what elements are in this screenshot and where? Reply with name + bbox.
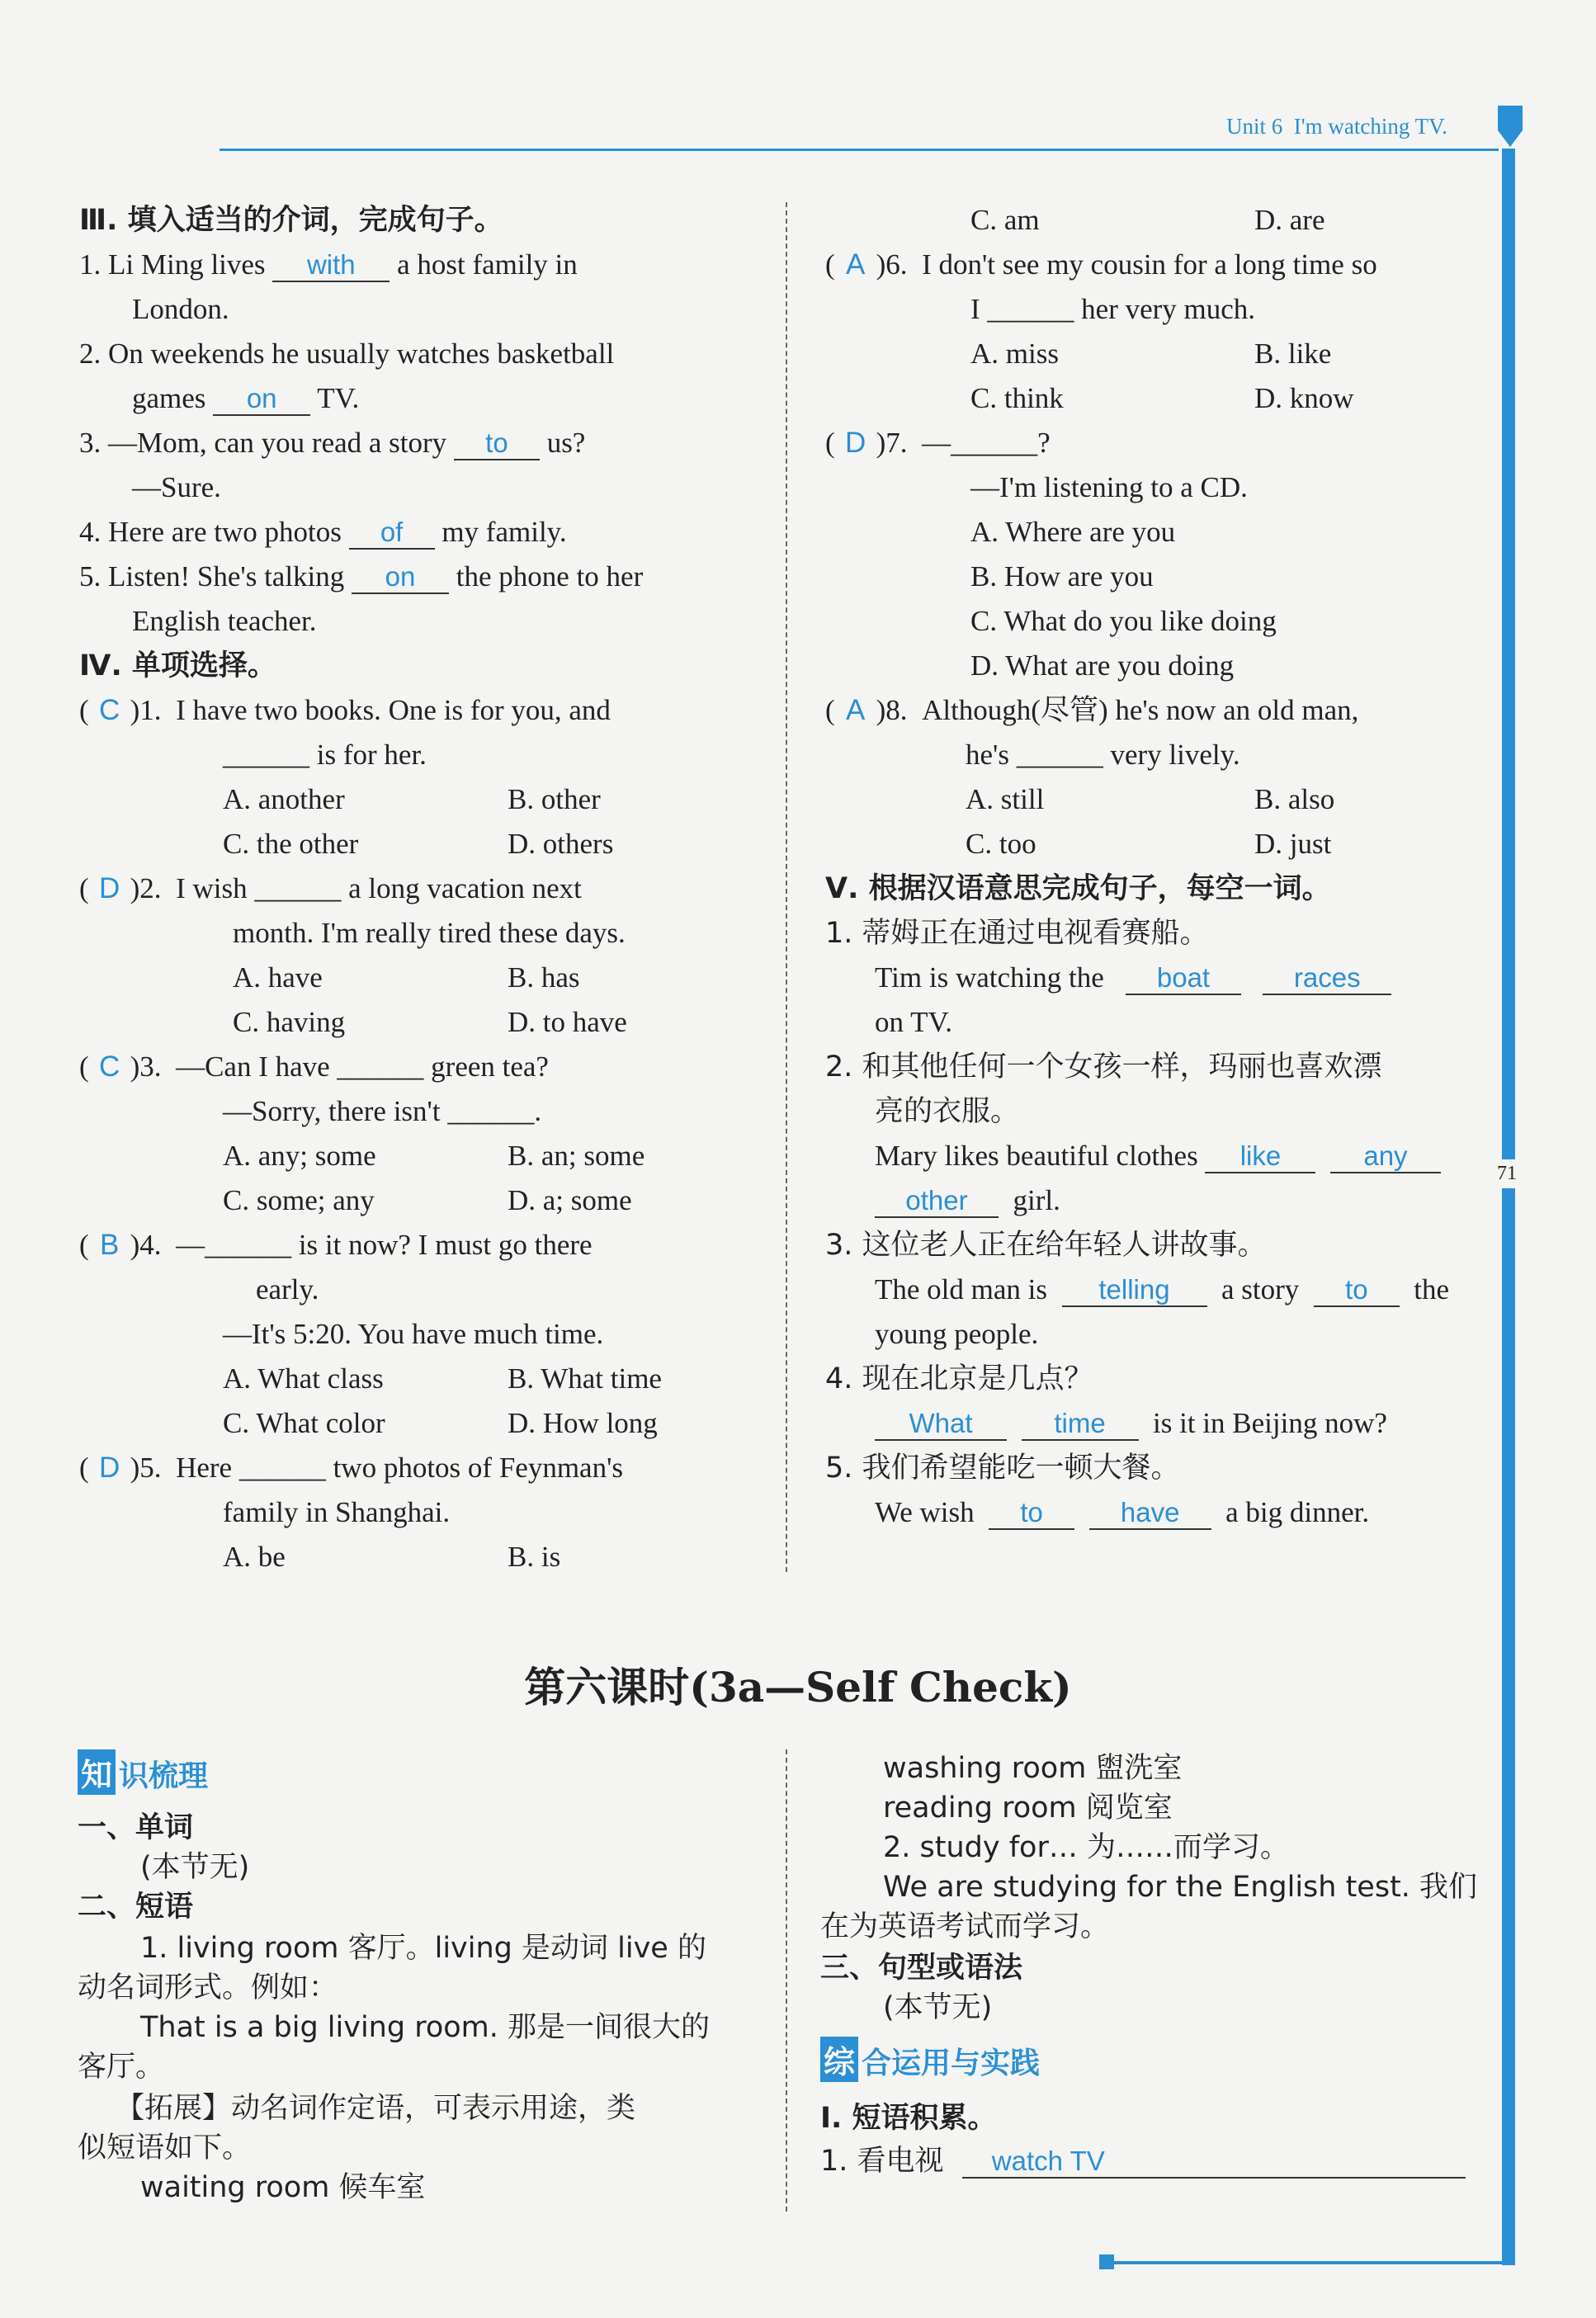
s5-q1-en2: on TV. bbox=[875, 1006, 953, 1038]
header-rule bbox=[220, 149, 1499, 151]
mc-q7-opt-d: D. What are you doing bbox=[970, 649, 1235, 682]
s5-q2-zh2: 亮的衣服。 bbox=[875, 1095, 1020, 1128]
answer: have bbox=[1120, 1497, 1180, 1527]
mc-q5-opt-a: A. be bbox=[223, 1541, 286, 1573]
answer: D bbox=[99, 872, 120, 904]
s2-title: 二、短语 bbox=[78, 1891, 194, 1924]
s5-q3-en2: young people. bbox=[875, 1318, 1039, 1350]
mc-q1-opt-c: C. the other bbox=[223, 828, 359, 860]
mc-q7-stem: ( D )7. —______? bbox=[825, 421, 1051, 465]
mc-q7-opt-c: C. What do you like doing bbox=[970, 605, 1277, 637]
answer: races bbox=[1293, 962, 1361, 993]
s5-q1-zh: 1. 蒂姆正在通过电视看赛船。 bbox=[825, 917, 1209, 950]
header-unit bbox=[1226, 114, 1447, 139]
mc-q3-opt-a: A. any; some bbox=[223, 1140, 376, 1172]
mc-q4-opt-b: B. What time bbox=[508, 1362, 662, 1395]
mc-q1-stem2: ______ is for her. bbox=[223, 739, 427, 771]
mc-q8-stem: ( A )8. Although(尽管) he's now an old man, bbox=[825, 688, 1358, 733]
r4: We are studying for the English test. 我们 bbox=[883, 1871, 1478, 1904]
exercise-title: Ⅰ. 短语积累。 bbox=[820, 2102, 997, 2135]
s3-line-6: —Sure. bbox=[132, 471, 221, 503]
answer: on bbox=[246, 383, 277, 413]
column-divider-bottom bbox=[786, 1749, 787, 2212]
mc-q2-stem2: month. I'm really tired these days. bbox=[233, 917, 626, 949]
mc-q4-stem2: early. bbox=[256, 1273, 319, 1305]
s3-line-2: London. bbox=[132, 293, 229, 325]
practice-title: 合运用与实践 bbox=[862, 2047, 1041, 2080]
mc-q6-opt-c: C. think bbox=[970, 382, 1064, 414]
answer: any bbox=[1363, 1140, 1408, 1171]
mc-q1-opt-b: B. other bbox=[508, 783, 601, 815]
header-tab-arrow bbox=[1498, 106, 1523, 147]
p1d: 客厅。 bbox=[78, 2051, 165, 2084]
mc-q4-opt-c: C. What color bbox=[223, 1407, 385, 1439]
mc-q2-stem: ( D )2. I wish ______ a long vacation next bbox=[79, 866, 582, 911]
s3-line-3: 2. On weekends he usually watches basketball bbox=[79, 338, 615, 370]
mc-q3-stem: ( C )3. —Can I have ______ green tea? bbox=[79, 1045, 549, 1089]
practice-heading bbox=[820, 2037, 1040, 2082]
mc-q4-stem: ( B )4. —______ is it now? I must go there bbox=[79, 1223, 593, 1268]
footer-rule bbox=[1106, 2261, 1515, 2264]
s1-title: 一、单词 bbox=[78, 1811, 194, 1844]
s5-q1-en: Tim is watching the boat races bbox=[875, 956, 1391, 1000]
mc-q3-opt-d: D. a; some bbox=[508, 1184, 632, 1216]
s5-q5-zh: 5. 我们希望能吃一顿大餐。 bbox=[825, 1452, 1180, 1485]
mc-q7-stem2: —I'm listening to a CD. bbox=[970, 471, 1248, 503]
unit-title: I'm watching TV. bbox=[1293, 114, 1447, 139]
mc-q2-opt-d: D. to have bbox=[508, 1006, 627, 1038]
mc-q6-stem2: I ______ her very much. bbox=[970, 293, 1256, 325]
r5: 在为英语考试而学习。 bbox=[820, 1910, 1110, 1943]
mc-q4-opt-a: A. What class bbox=[223, 1362, 384, 1395]
mc-q1-stem: ( C )1. I have two books. One is for you, and bbox=[79, 688, 611, 733]
s3-note: (本节无) bbox=[883, 1991, 993, 2024]
p1f: 似短语如下。 bbox=[78, 2132, 252, 2165]
s5-q5-en: We wish to have a big dinner. bbox=[875, 1496, 1370, 1528]
mc-q5-opt-d: D. are bbox=[1254, 204, 1325, 236]
answer: A bbox=[845, 248, 866, 281]
s1-note: (本节无) bbox=[140, 1851, 250, 1884]
answer: watch TV bbox=[991, 2146, 1105, 2176]
right-edge-bar bbox=[1502, 149, 1515, 2265]
practice-badge: 综 bbox=[820, 2037, 858, 2082]
s5-q2-zh1: 2. 和其他任何一个女孩一样，玛丽也喜欢漂 bbox=[825, 1050, 1382, 1083]
s3-line-4: games on TV. bbox=[132, 382, 360, 414]
s5-q4-en: What time is it in Beijing now? bbox=[875, 1401, 1387, 1446]
mc-q5-opt-b: B. is bbox=[508, 1541, 561, 1573]
mc-q2-opt-b: B. has bbox=[508, 961, 580, 994]
p1c: That is a big living room. 那是一间很大的 bbox=[140, 2011, 711, 2044]
s3-line-9: English teacher. bbox=[132, 605, 317, 637]
mc-q3-stem2: —Sorry, there isn't ______. bbox=[223, 1095, 542, 1127]
r2: reading room 阅览室 bbox=[883, 1792, 1173, 1825]
page-number: 71 bbox=[1495, 1159, 1518, 1188]
mc-q3-opt-b: B. an; some bbox=[508, 1140, 645, 1172]
s3-title: 三、句型或语法 bbox=[820, 1952, 1023, 1985]
mc-q8-opt-d: D. just bbox=[1254, 828, 1332, 860]
mc-q2-opt-c: C. having bbox=[233, 1006, 346, 1038]
mc-q8-opt-b: B. also bbox=[1254, 783, 1335, 815]
mc-q8-opt-c: C. too bbox=[966, 828, 1036, 860]
knowledge-badge: 知 bbox=[78, 1749, 116, 1795]
mc-q1-opt-d: D. others bbox=[508, 828, 614, 860]
mc-q7-opt-b: B. How are you bbox=[970, 560, 1154, 592]
section-3-title: Ⅲ. 填入适当的介词，完成句子。 bbox=[79, 204, 503, 237]
answer: C bbox=[99, 1050, 120, 1083]
answer: C bbox=[99, 694, 120, 726]
section-5-title: Ⅴ. 根据汉语意思完成句子，每空一词。 bbox=[825, 872, 1331, 905]
answer: like bbox=[1239, 1140, 1282, 1171]
knowledge-heading bbox=[78, 1749, 208, 1795]
footer-square bbox=[1099, 2254, 1114, 2269]
column-divider-top bbox=[786, 202, 787, 1572]
mc-q2-opt-a: A. have bbox=[233, 961, 323, 994]
s3-line-5: 3. —Mom, can you read a story to us? bbox=[79, 427, 586, 459]
mc-q5-opt-c: C. am bbox=[970, 204, 1040, 236]
s5-q3-en: The old man is telling a story to the bbox=[875, 1273, 1450, 1305]
s5-q4-zh: 4. 现在北京是几点？ bbox=[825, 1362, 1093, 1395]
mc-q6-stem: ( A )6. I don't see my cousin for a long time so bbox=[825, 243, 1377, 287]
mc-q6-opt-d: D. know bbox=[1254, 382, 1354, 414]
p1e: 【拓展】动名词作定语，可表示用途，类 bbox=[116, 2092, 636, 2125]
r1: washing room 盥洗室 bbox=[883, 1752, 1183, 1785]
answer: D bbox=[99, 1452, 120, 1484]
answer: A bbox=[845, 694, 866, 726]
p1g: waiting room 候车室 bbox=[140, 2171, 426, 2204]
answer: to bbox=[485, 427, 508, 458]
mc-q5-stem2: family in Shanghai. bbox=[223, 1496, 451, 1528]
answer: time bbox=[1054, 1408, 1106, 1438]
answer: to bbox=[1345, 1274, 1368, 1305]
knowledge-title: 识梳理 bbox=[119, 1759, 209, 1793]
answer: of bbox=[380, 517, 404, 547]
mc-q7-opt-a: A. Where are you bbox=[970, 516, 1176, 548]
p1a: 1. living room 客厅。living 是动词 live 的 bbox=[140, 1932, 706, 1965]
mc-q1-opt-a: A. another bbox=[223, 783, 345, 815]
mc-q6-opt-b: B. like bbox=[1254, 338, 1332, 370]
s5-q2-en: Mary likes beautiful clothes like any bbox=[875, 1134, 1441, 1178]
s3-line-8: 5. Listen! She's talking on the phone to her bbox=[79, 560, 644, 592]
answer: D bbox=[845, 427, 866, 459]
mc-q8-stem2: he's ______ very lively. bbox=[966, 739, 1240, 771]
answer: on bbox=[385, 561, 416, 592]
lesson-title: 第六课时(3a—Self Check) bbox=[524, 1663, 1072, 1711]
mc-q5-stem: ( D )5. Here ______ two photos of Feynman's bbox=[79, 1446, 623, 1490]
p1b: 动名词形式。例如： bbox=[78, 1971, 338, 2004]
mc-q4-stem3: —It's 5:20. You have much time. bbox=[223, 1318, 604, 1350]
answer: What bbox=[909, 1408, 973, 1438]
answer: to bbox=[1020, 1497, 1043, 1527]
s5-q3-zh: 3. 这位老人正在给年轻人讲故事。 bbox=[825, 1229, 1267, 1262]
s3-line-1: 1. Li Ming lives with a host family in bbox=[79, 248, 578, 281]
exercise-1: 1. 看电视 watch TV bbox=[820, 2139, 1466, 2183]
mc-q4-opt-d: D. How long bbox=[508, 1407, 658, 1439]
s5-q2-en2: other girl. bbox=[875, 1178, 1060, 1223]
answer: other bbox=[905, 1185, 968, 1216]
section-4-title: Ⅳ. 单项选择。 bbox=[79, 649, 276, 682]
r3: 2. study for… 为……而学习。 bbox=[883, 1831, 1289, 1864]
answer: telling bbox=[1098, 1274, 1170, 1305]
answer: with bbox=[306, 249, 356, 280]
answer: boat bbox=[1156, 962, 1211, 993]
s3-line-7: 4. Here are two photos of my family. bbox=[79, 516, 567, 548]
unit-label: Unit 6 bbox=[1226, 114, 1283, 139]
mc-q8-opt-a: A. still bbox=[966, 783, 1045, 815]
mc-q3-opt-c: C. some; any bbox=[223, 1184, 375, 1216]
mc-q6-opt-a: A. miss bbox=[970, 338, 1059, 370]
answer: B bbox=[99, 1229, 120, 1261]
